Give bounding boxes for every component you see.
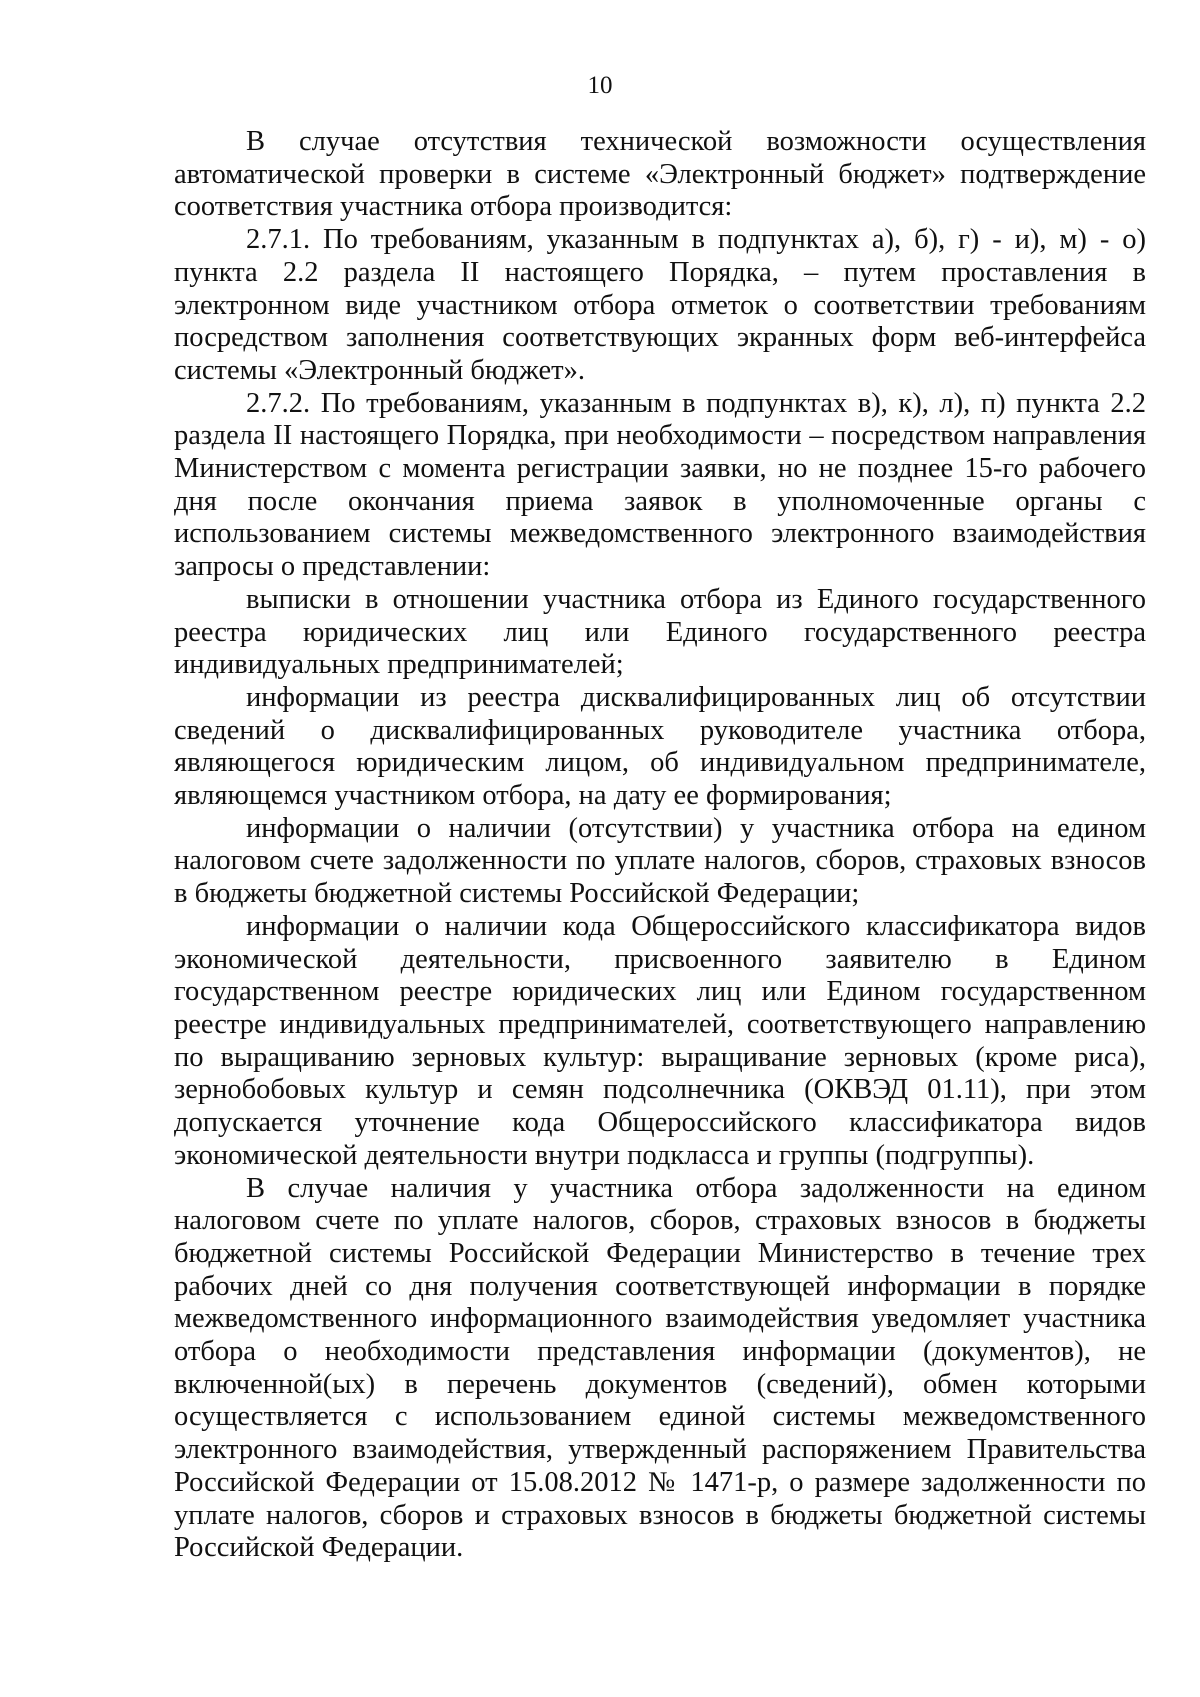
- paragraph-intro: В случае отсутствия технической возможности осуществления автоматической проверки в системе «Электронный бюджет» подтверждение соответствия участника отбора производится:: [174, 126, 1146, 223]
- paragraph-2-7-2: 2.7.2. По требованиям, указанным в подпунктах в), к), л), п) пункта 2.2 раздела II настоящего Порядка, при необходимости – посредством направления Министерством с момента регистрации заявки, но не позднее 15-го рабочего дня после окончания приема заявок в уполномоченные органы с использованием системы межведомственного электронного взаимодействия запросы о представлении:: [174, 387, 1146, 583]
- paragraph-egrul-extract: выписки в отношении участника отбора из Единого государственного реестра юридических лиц или Единого государственного реестра индивидуальных предпринимателей;: [174, 583, 1146, 681]
- paragraph-okved-code: информации о наличии кода Общероссийского классификатора видов экономической деятельности, присвоенного заявителю в Едином государственном реестре юридических лиц или Едином государственном реестре индивидуальных предпринимателей, соответствующего направлению по выращиванию зерновых культур: выращивание зерновых (кроме риса), зернобобовых культур и семян подсолнечника (ОКВЭД 01.11), при этом допускается уточнение кода Общероссийского классификатора видов экономической деятельности внутри подкласса и группы (подгруппы).: [174, 910, 1146, 1171]
- paragraph-2-7-1: 2.7.1. По требованиям, указанным в подпунктах а), б), г) - и), м) - о) пункта 2.2 раздела II настоящего Порядка, – путем проставления в электронном виде участником отбора отметок о соответствии требованиям посредством заполнения соответствующих экранных форм веб-интерфейса системы «Электронный бюджет».: [174, 224, 1146, 386]
- document-body: [174, 126, 1146, 1565]
- paragraph-disqualified-registry: информации из реестра дисквалифицированных лиц об отсутствии сведений о дисквалифицированных руководителе участника отбора, являющегося юридическим лицом, об индивидуальном предпринимателе, являющемся участником отбора, на дату ее формирования;: [174, 681, 1146, 812]
- paragraph-debt-notification: В случае наличия у участника отбора задолженности на едином налоговом счете по уплате налогов, сборов, страховых взносов в бюджеты бюджетной системы Российской Федерации Министерство в течение трех рабочих дней со дня получения соответствующей информации в порядке межведомственного информационного взаимодействия уведомляет участника отбора о необходимости представления информации (документов), не включенной(ых) в перечень документов (сведений), обмен которыми осуществляется с использованием единой системы межведомственного электронного взаимодействия, утвержденный распоряжением Правительства Российской Федерации от 15.08.2012 № 1471-р, о размере задолженности по уплате налогов, сборов и страховых взносов в бюджеты бюджетной системы Российской Федерации.: [174, 1172, 1146, 1564]
- paragraph-tax-debt: информации о наличии (отсутствии) у участника отбора на едином налоговом счете задолженности по уплате налогов, сборов, страховых взносов в бюджеты бюджетной системы Российской Федерации;: [174, 812, 1146, 910]
- page-number: 10: [587, 72, 613, 99]
